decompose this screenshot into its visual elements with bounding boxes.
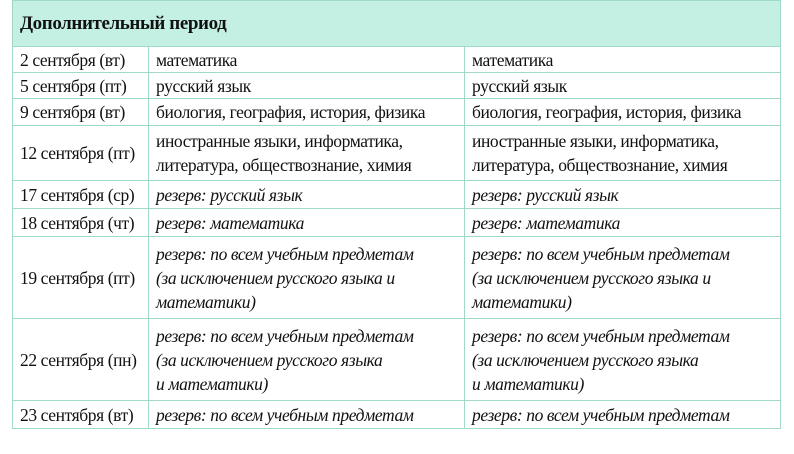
date-cell: 5 сентября (пт) (13, 73, 149, 99)
table-row (13, 319, 781, 401)
date-cell: 17 сентября (ср) (13, 181, 149, 209)
subject-line: резерв: по всем учебным предметам (156, 325, 414, 346)
subject-line: резерв: по всем учебным предметам (472, 243, 730, 264)
subject-cell-first (149, 401, 465, 429)
date-cell: 12 сентября (пт) (13, 126, 149, 181)
subject-line: (за исключением русского языка и (156, 267, 395, 288)
subject-cell-first (149, 99, 465, 126)
subject-cell-second (465, 47, 781, 73)
subject-cell-second (465, 126, 781, 181)
subject-line: иностранные языки, информатика, (156, 131, 403, 151)
subject-line: (за исключением русского языка и (472, 267, 711, 288)
table-row (13, 209, 781, 237)
subject-line: русский язык (156, 75, 251, 96)
table-title: Дополнительный период (13, 1, 781, 47)
subject-line: резерв: математика (156, 212, 304, 233)
subject-line: резерв: по всем учебным предметам (156, 404, 414, 425)
table-row (13, 126, 781, 181)
table-row (13, 181, 781, 209)
subject-cell-second (465, 99, 781, 126)
date-cell: 23 сентября (вт) (13, 401, 149, 429)
subject-cell-second (465, 73, 781, 99)
subject-line: литература, обществознание, химия (156, 155, 412, 175)
subject-cell-first (149, 209, 465, 237)
schedule-table (12, 0, 781, 429)
table-row (13, 99, 781, 126)
date-cell: 18 сентября (чт) (13, 209, 149, 237)
subject-line: математика (156, 49, 237, 70)
subject-line: математика (472, 49, 553, 70)
subject-cell-first (149, 319, 465, 401)
subject-cell-second (465, 401, 781, 429)
table-row (13, 73, 781, 99)
subject-line: и математики) (156, 373, 268, 394)
date-cell: 2 сентября (вт) (13, 47, 149, 73)
subject-line: иностранные языки, информатика, (472, 131, 719, 151)
subject-cell-first (149, 237, 465, 319)
subject-line: биология, география, история, физика (156, 102, 426, 122)
subject-cell-second (465, 209, 781, 237)
subject-cell-second (465, 237, 781, 319)
date-cell: 22 сентября (пн) (13, 319, 149, 401)
header-row (13, 1, 781, 47)
subject-line: и математики) (472, 373, 584, 394)
schedule-container (12, 0, 780, 429)
subject-line: (за исключением русского языка (156, 349, 383, 370)
subject-cell-first (149, 47, 465, 73)
subject-line: резерв: русский язык (156, 184, 303, 205)
subject-line: резерв: по всем учебным предметам (156, 243, 414, 264)
subject-cell-first (149, 126, 465, 181)
subject-line: литература, обществознание, химия (472, 155, 728, 175)
subject-line: резерв: математика (472, 212, 620, 233)
schedule-body (13, 47, 781, 429)
subject-cell-second (465, 319, 781, 401)
subject-cell-first (149, 73, 465, 99)
subject-line: биология, география, история, физика (472, 102, 742, 122)
subject-cell-second (465, 181, 781, 209)
subject-line: математики) (472, 291, 572, 312)
subject-line: резерв: русский язык (472, 184, 619, 205)
table-row (13, 47, 781, 73)
subject-line: математики) (156, 291, 256, 312)
table-row (13, 237, 781, 319)
subject-line: резерв: по всем учебным предметам (472, 404, 730, 425)
date-cell: 19 сентября (пт) (13, 237, 149, 319)
subject-line: (за исключением русского языка (472, 349, 699, 370)
subject-cell-first (149, 181, 465, 209)
subject-line: русский язык (472, 75, 567, 96)
subject-line: резерв: по всем учебным предметам (472, 325, 730, 346)
table-row (13, 401, 781, 429)
date-cell: 9 сентября (вт) (13, 99, 149, 126)
